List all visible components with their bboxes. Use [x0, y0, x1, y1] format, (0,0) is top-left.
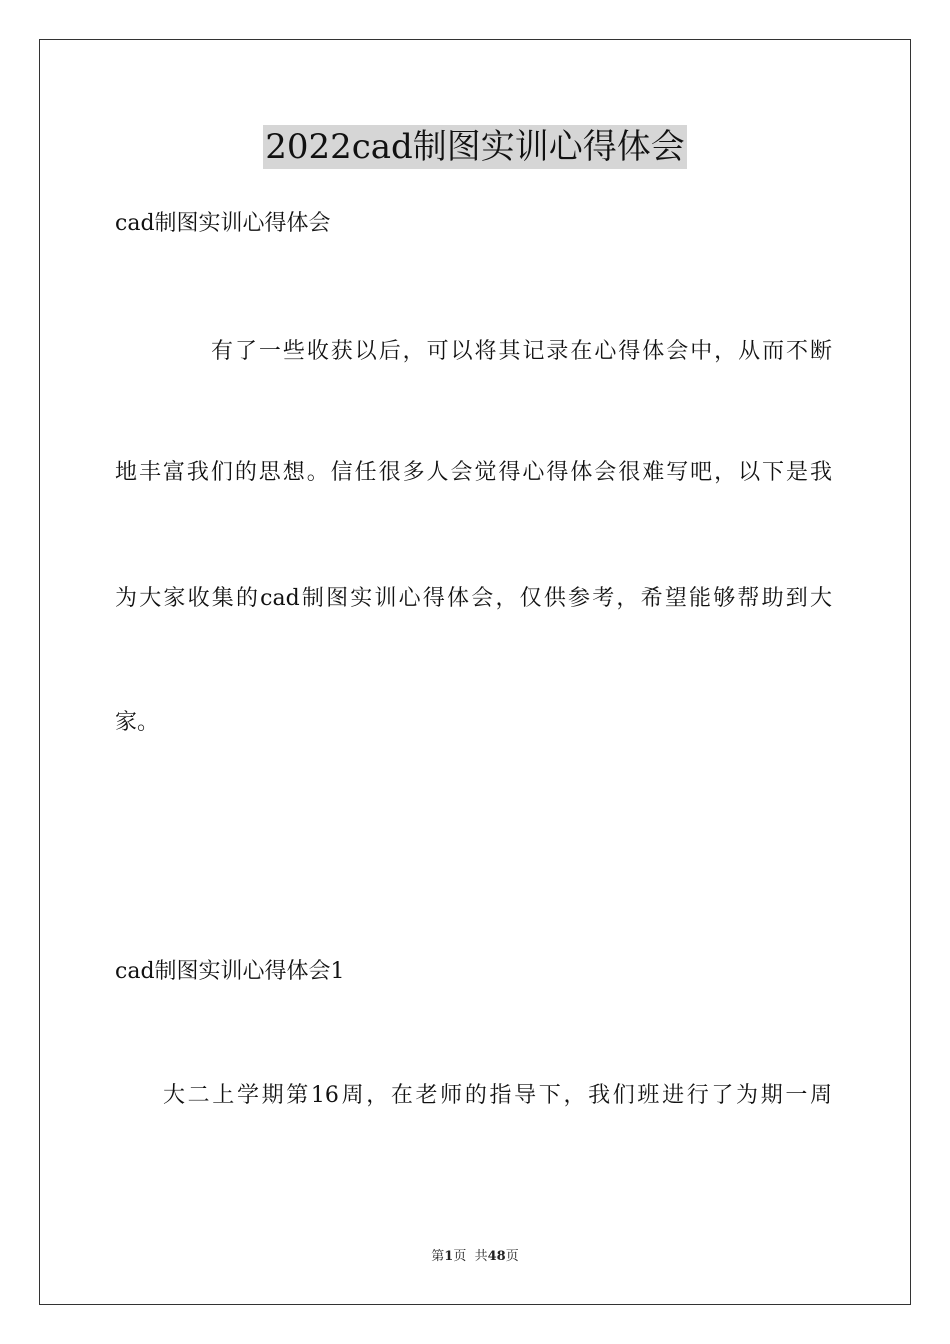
paragraph-line: 地丰富我们的思想。信任很多人会觉得心得体会很难写吧，以下是我: [115, 460, 832, 485]
paragraph-line: 大二上学期第16周，在老师的指导下，我们班进行了为期一周: [163, 1083, 832, 1108]
document-title: 2022cad制图实训心得体会: [265, 127, 685, 167]
section-heading: cad制图实训心得体会1: [115, 959, 345, 984]
footer-page-total: 48: [487, 1249, 506, 1264]
paragraph-line: 有了一些收获以后，可以将其记录在心得体会中，从而不断: [211, 339, 832, 364]
page-footer: [0, 1248, 950, 1266]
footer-page-current: 1: [444, 1249, 454, 1264]
paragraph-line: 家。: [115, 710, 160, 735]
footer-page-prefix: 第: [431, 1249, 445, 1264]
title-container: [0, 125, 950, 169]
footer-page-mid: 页 共: [453, 1249, 488, 1264]
footer-page-suffix: 页: [505, 1249, 519, 1264]
document-subtitle: cad制图实训心得体会: [115, 211, 331, 236]
paragraph-line: 为大家收集的cad制图实训心得体会，仅供参考，希望能够帮助到大: [115, 586, 832, 611]
